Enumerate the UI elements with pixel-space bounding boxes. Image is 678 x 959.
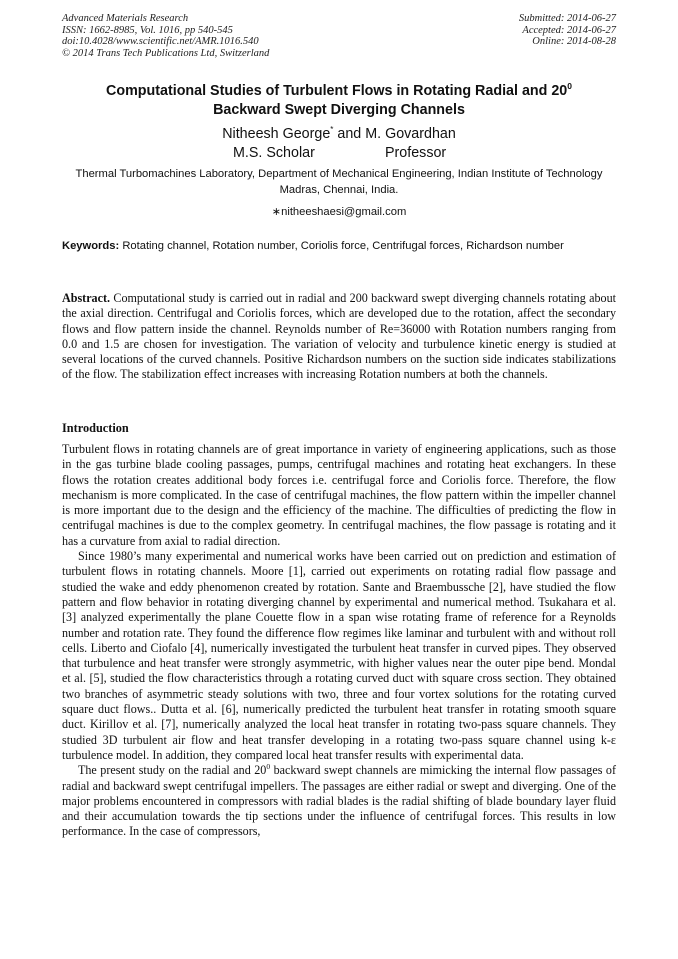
intro-paragraph-1: Turbulent flows in rotating channels are of great importance in variety of engineering applications, such as those in the gas turbine blade cooling passages, pumps, centrifugal machines and rotating heat exchangers. In these flows the rotation creates additional body forces i.e. centrifugal force and Coriolis force. Therefore, the flow mechanism is more complicated. In the case of centrifugal machines, the flow pattern within the impeller channel is more important due to the design and the efficiency of the machine. The difficulties of predicting the flow in centrifugal machines is due to the complex geometry. In centrifugal machines, the flow passage is rotating and it has a curvature from axial to radial direction. <box>62 442 616 548</box>
doi-line: doi:10.4028/www.scientific.net/AMR.1016.540 <box>62 36 259 48</box>
issn-line: ISSN: 1662-8985, Vol. 1016, pp 540-545 <box>62 24 233 36</box>
online-date: Online: 2014-08-28 <box>532 36 616 48</box>
author-line <box>62 125 616 144</box>
journal-name: Advanced Materials Research <box>62 13 189 24</box>
abstract-text: Computational study is carried out in radial and 200 backward swept diverging channels rotating about the axial direction. Centrifugal and Coriolis forces, which are developed due to the rotation, affect the secondary flows and flow pattern inside the channel. Reynolds number of Re=36000 with Rotation numbers ranging from 0.0 and 1.5 are chosen for investigation. The variation of velocity and turbulence kinetic energy is studied at several locations of the curved channels. Positive Richardson numbers on the suction side indicates stabilizations of the flow. The stabilization effect increases with increasing Rotation numbers at both the channels. <box>62 291 616 382</box>
copyright-line: © 2014 Trans Tech Publications Ltd, Switzerland <box>62 47 270 59</box>
keywords-text: Rotating channel, Rotation number, Coriolis force, Centrifugal forces, Richardson number <box>122 240 564 252</box>
introduction-heading: Introduction <box>62 421 129 435</box>
title-line2: Backward Swept Diverging Channels <box>213 101 465 118</box>
intro-p3-start: The present study on the radial and 20 <box>78 763 267 778</box>
title-line1: Computational Studies of Turbulent Flows in Rotating Radial and 20 <box>106 83 568 99</box>
intro-paragraph-3 <box>62 763 616 839</box>
journal-header-right <box>519 13 616 48</box>
intro-p3-degree-sup: 0 <box>266 762 271 772</box>
title-degree-sup: 0 <box>567 81 572 91</box>
affiliation: Thermal Turbomachines Laboratory, Department of Mechanical Engineering, Indian Institute of Technology Madras, Chennai, India. <box>75 168 603 196</box>
author-1-role: M.S. Scholar <box>233 145 315 161</box>
submitted-date: Submitted: 2014-06-27 <box>518 13 616 24</box>
introduction-body <box>62 442 616 840</box>
paper-title <box>62 82 616 119</box>
abstract-block <box>62 291 616 383</box>
accepted-date: Accepted: 2014-06-27 <box>522 24 616 36</box>
keywords-block <box>62 239 616 253</box>
corresponding-mark: * <box>330 125 334 134</box>
journal-header-left <box>62 13 269 59</box>
intro-p3-rest: backward swept channels are mimicking the internal flow passages of radial and backward swept centrifugal impellers. The passages are either radial or swept and diverging. One of the major problems encountered in compressors with radial blades is the radial shifting of blade boundary layer fluid and their accumulation towards the tip sections under the influence of centrifugal forces. This results in low performance. In the case of compressors, <box>62 763 616 839</box>
abstract-label: Abstract. <box>62 291 111 305</box>
author-2-role: Professor <box>385 145 447 161</box>
author-1: Nitheesh George <box>222 126 331 142</box>
intro-paragraph-2: Since 1980’s many experimental and numerical works have been carried out on prediction and estimation of turbulent flows in rotating channels. Moore [1], carried out experiments on rotating radial flow passage and studied the wake and eddy phenomenon created by rotation. Sante and Braembussche [2], have studied the flow pattern and flow behavior in rotating diverging channel by experimental and numerical method. Tsukahara et al. [3] analyzed experimentally the plane Couette flow in a span wise rotating frame of reference for a Reynolds number and rotation rate. They found the difference flow regimes like laminar and turbulent with and without roll cells. Liberto and Ciofalo [4], numerically investigated the turbulent heat transfer in curved pipes. They observed that turbulence and heat transfer were strongly asymmetric, with higher values near the outer pipe bend. Mondal et al. [5], studied the flow characteristics through a rotating curved duct with square cross section. They obtained two branches of asymmetric steady solutions with two, three and four vortex solutions for the rotating curved square duct flows.. Dutta et al. [6], numerically predicted the turbulent heat transfer in rotating smooth square duct. Kirillov et al. [7], numerically analyzed the local heat transfer in rotating two-pass square channels. They studied 3D turbulent air flow and heat transfer developing in a rotating two-pass square channel using k-ε turbulence model. In addition, they compared local heat transfer results with experimental data. <box>62 549 616 762</box>
author-2: M. Govardhan <box>365 126 456 142</box>
email-link[interactable]: ∗nitheeshaesi@gmail.com <box>271 206 407 218</box>
author-connector: and <box>333 126 366 142</box>
keywords-label: Keywords: <box>62 240 120 252</box>
